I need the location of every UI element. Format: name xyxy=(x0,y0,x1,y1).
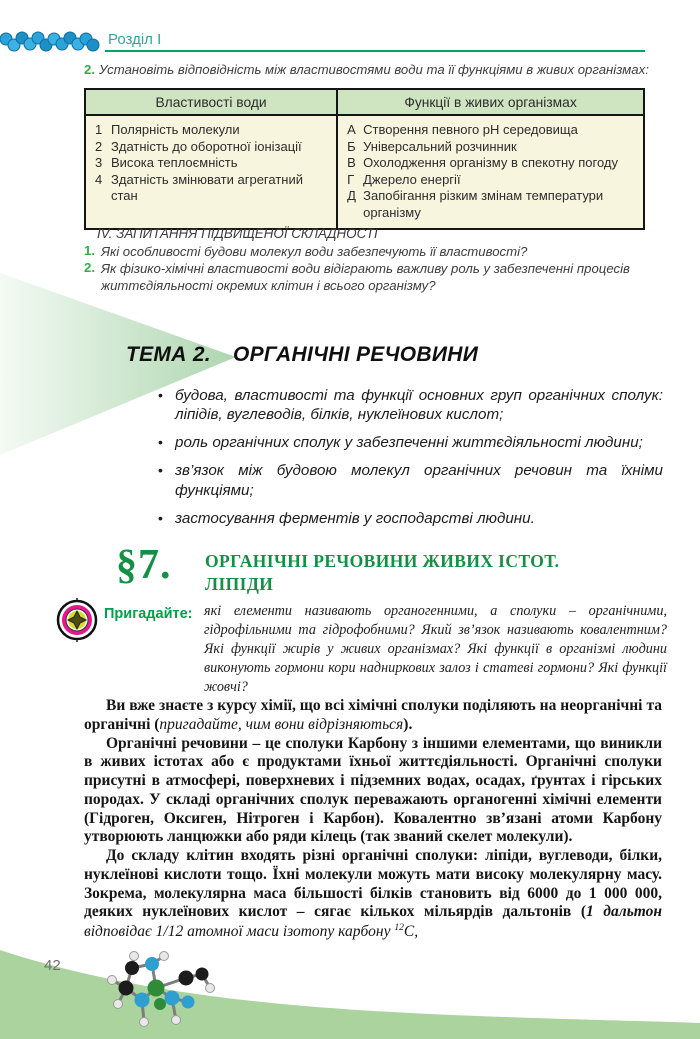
bead-chain-icon xyxy=(0,28,100,56)
bullet-icon: • xyxy=(158,462,163,479)
tema-title: ОРГАНІЧНІ РЕЧОВИНИ xyxy=(232,343,479,366)
paragraph: Органічні речовини – це сполуки Карбону з іншими елементами, що виникли в живих істотах або є продуктами їхньої життєдіяльності. Органічні сполуки присутні в атмосфері, поверхневих і підземних водах, осадах, ґрунтах і гірських породах. У складі органічних сполук переважають органогенні хімічні елементи (Гідроген, Оксиген, Нітроген і Карбон). Ковалентно зв’язані атоми Карбону утворюють ланцюжки або ряди кілець (так званий скелет молекули). xyxy=(84,734,662,846)
paragraph: Ви вже знаєте з курсу хімії, що всі хімічні сполуки поділяють на неорганічні та органічні (пригадайте, чим вони відрізняються). xyxy=(84,697,662,733)
table-row: А Створення певного рН середовища xyxy=(347,122,578,137)
table-row: Д Запобігання різким змінам температури організму xyxy=(347,188,604,220)
list-item: • зв’язок між будовою молекул органічних речовин та їхніми функціями; xyxy=(158,462,663,499)
question-2-number: 2. xyxy=(84,260,95,275)
paragraph-number: §7. xyxy=(116,542,172,588)
question-1-text: Які особливості будови молекул води забезпечують її властивості? xyxy=(101,244,528,259)
paragraph-title: ОРГАНІЧНІ РЕЧОВИНИ ЖИВИХ ІСТОТ. ЛІПІДИ xyxy=(205,551,560,594)
topic-bullet-list xyxy=(158,386,663,537)
exercise-2-number: 2. xyxy=(84,62,95,77)
recall-text: які елементи називають органогенними, а сполуки – органічними, гідрофільними та гідрофобними? Який зв’язок називають ковалентним? Які функції жирів у живих організмах? Які функції в організмі людини виконують гормони кори надниркових залоз і статеві гормони? Які функції жовчі? xyxy=(204,603,667,696)
chapter-label: Розділ I xyxy=(108,31,162,48)
matching-table xyxy=(84,88,645,230)
list-item: • застосування ферментів у господарстві людини. xyxy=(158,509,535,527)
exercise-2 xyxy=(84,62,650,77)
section-iv-title: IV. ЗАПИТАННЯ ПІДВИЩЕНОЇ СКЛАДНОСТІ xyxy=(97,226,378,241)
recall-label: Пригадайте: xyxy=(104,606,193,622)
table-header-left: Властивості води xyxy=(86,90,338,114)
tema-heading xyxy=(126,343,478,367)
bullet-icon: • xyxy=(158,509,163,526)
body-text xyxy=(84,697,662,942)
target-icon xyxy=(55,598,99,642)
question-1 xyxy=(84,243,662,260)
table-row: 3 Висока теплоємність xyxy=(95,155,238,170)
table-header-right: Функції в живих організмах xyxy=(404,95,577,110)
table-row: 1 Полярність молекули xyxy=(95,122,240,137)
page-number: 42 xyxy=(44,957,61,974)
question-1-number: 1. xyxy=(84,243,95,258)
bullet-icon: • xyxy=(158,387,163,403)
table-row: 4 Здатність змінювати агрегатний стан xyxy=(95,171,303,203)
table-header-row xyxy=(86,90,643,116)
table-row: Б Універсальний розчинник xyxy=(347,138,517,154)
question-2-text: Як фізико-хімічні властивості води відіграють важливу роль у забезпеченні процесів життєдіяльності окремих клітин і всього організму? xyxy=(101,261,630,294)
bullet-icon: • xyxy=(158,434,163,451)
list-item: • роль органічних сполук у забезпеченні життєдіяльності людини; xyxy=(158,434,643,452)
list-item: • будова, властивості та функції основних груп органічних сполук: ліпідів, вуглеводів, білків, нуклеїнових кислот; xyxy=(158,387,663,424)
tema-label: ТЕМА 2. xyxy=(126,343,211,366)
table-column-functions xyxy=(338,116,643,228)
exercise-2-text: Установіть відповідність між властивостями води та її функціями в живих організмах: xyxy=(99,62,649,77)
table-row: В Охолодження організму в спекотну погоду xyxy=(347,155,619,170)
paragraph: До складу клітин входять різні органічні сполуки: ліпіди, вуглеводи, білки, нуклеїнові кислоти тощо. Їхні молекули можуть мати високу молекулярну масу. Зокрема, молекулярна маса більшості білків становить від 6000 до 1 000 000, деяких нуклеїнових кислот – сягає кількох мільярдів дальтонів (1 дальтон відповідає 1/12 атомної маси ізотопу карбону $^{12}$C, xyxy=(84,847,662,941)
table-row: 2 Здатність до оборотної іонізації xyxy=(95,138,302,154)
table-column-properties xyxy=(86,116,338,228)
chapter-rule xyxy=(105,50,645,52)
table-row: Г Джерело енергії xyxy=(347,171,461,187)
molecule-icon xyxy=(98,948,218,1039)
